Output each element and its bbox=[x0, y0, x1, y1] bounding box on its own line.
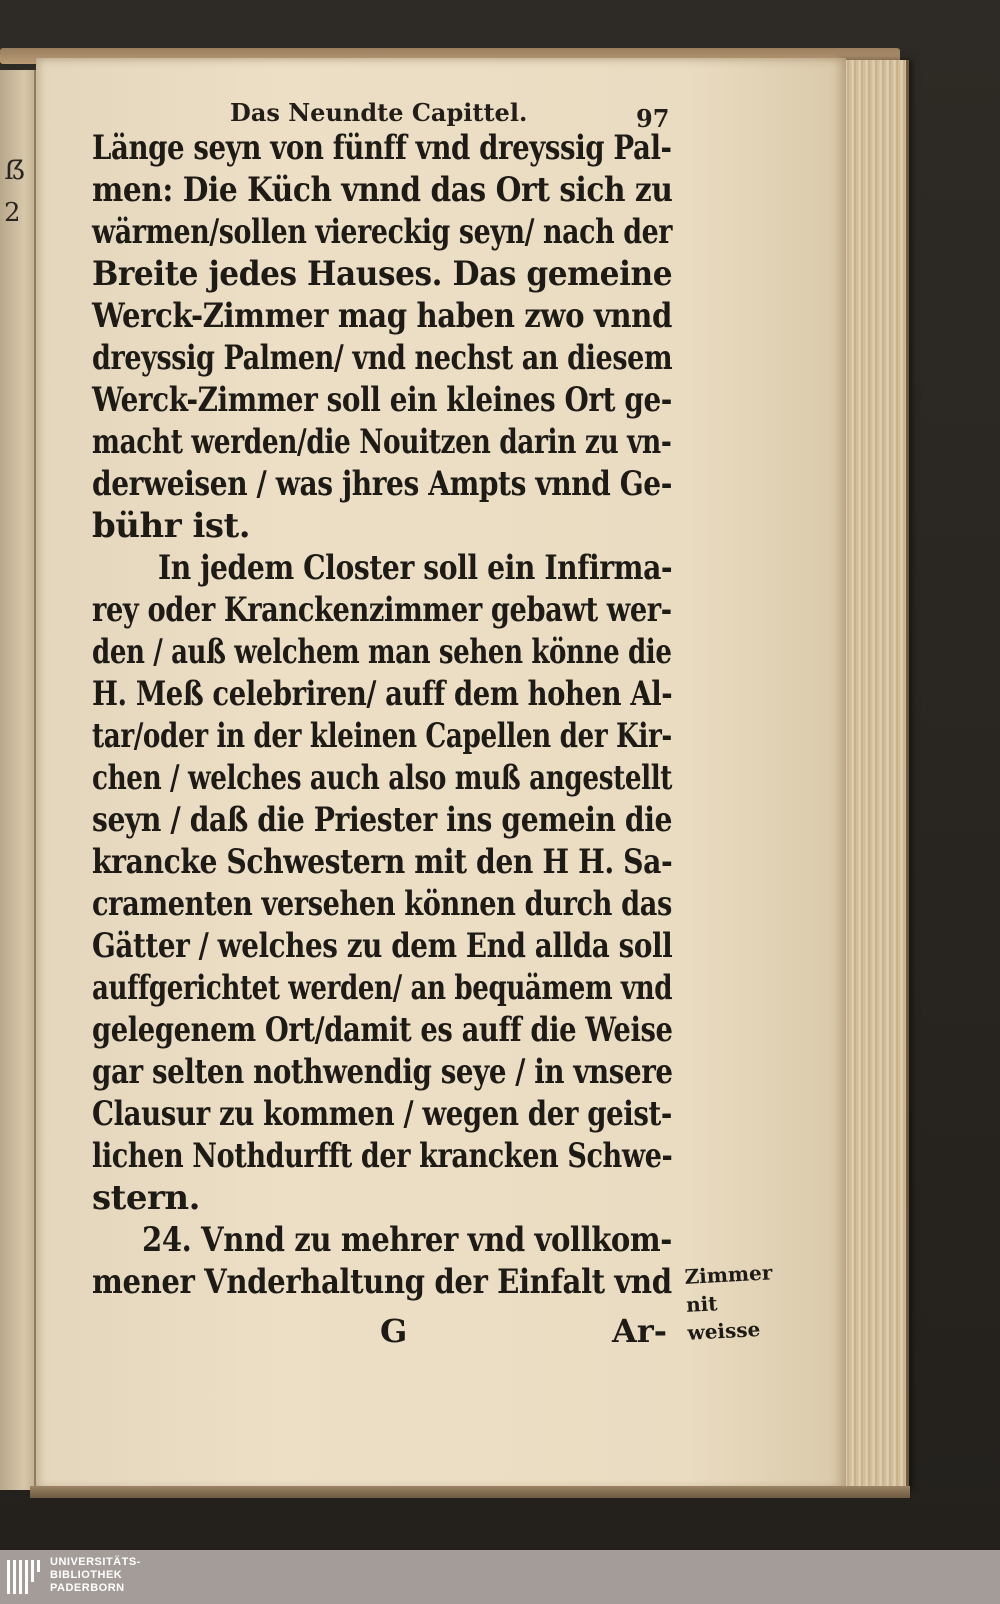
left-page-edge bbox=[0, 70, 36, 1490]
text-line: krancke Schwestern mit den H H. Sa- bbox=[92, 842, 673, 882]
text-line: auffgerichtet werden/ an bequämem vnd bbox=[92, 968, 673, 1008]
left-page-mark: ẞ bbox=[4, 156, 26, 186]
text-line: chen / welches auch also muß angestellt bbox=[92, 758, 673, 798]
text-line: Breite jedes Hauses. Das gemeine bbox=[92, 254, 673, 294]
text-line: Gätter / welches zu dem End allda soll bbox=[92, 926, 673, 966]
text-line: men: Die Küch vnnd das Ort sich zu bbox=[92, 170, 673, 210]
text-line: den / auß welchem man sehen könne die bbox=[92, 632, 672, 672]
text-line: wärmen/sollen viereckig seyn/ nach der bbox=[92, 212, 673, 252]
text-line: stern. bbox=[92, 1178, 200, 1218]
text-line: cramenten versehen können durch das bbox=[92, 884, 672, 924]
signature-mark: G bbox=[380, 1312, 408, 1350]
text-line: rey oder Kranckenzimmer gebawt wer- bbox=[92, 590, 672, 630]
text-line: Länge seyn von fünff vnd dreyssig Pal- bbox=[92, 128, 672, 168]
marginal-note bbox=[684, 1257, 798, 1347]
running-header: Das Neundte Capittel. bbox=[230, 98, 528, 127]
book-cover-bottom-edge bbox=[30, 1486, 910, 1498]
marginal-note-line: Zimmer bbox=[683, 1260, 773, 1289]
library-name-line: PADERBORN bbox=[50, 1582, 125, 1594]
text-block bbox=[92, 128, 682, 1358]
text-line: dreyssig Palmen/ vnd nechst an diesem bbox=[92, 338, 673, 378]
university-library-logo-icon bbox=[6, 1558, 42, 1596]
text-line: H. Meß celebriren/ auff dem hohen Al- bbox=[92, 674, 673, 714]
text-line: derweisen / was jhres Ampts vnnd Ge- bbox=[92, 464, 672, 504]
library-name bbox=[50, 1556, 141, 1595]
text-line: gelegenem Ort/damit es auff die Weise bbox=[92, 1010, 673, 1050]
library-name-line: UNIVERSITÄTS- bbox=[50, 1556, 141, 1568]
text-line: macht werden/die Nouitzen darin zu vn- bbox=[92, 422, 672, 462]
text-line: mener Vnderhaltung der Einfalt vnd bbox=[92, 1262, 672, 1302]
text-line: Werck-Zimmer soll ein kleines Ort ge- bbox=[92, 380, 672, 420]
page-block-edges bbox=[836, 60, 909, 1490]
marginal-note-line: nit weisse bbox=[685, 1291, 761, 1345]
left-page-marks bbox=[4, 150, 24, 234]
catchword: Ar- bbox=[612, 1312, 667, 1350]
text-line: bühr ist. bbox=[92, 506, 251, 546]
text-line: Clausur zu kommen / wegen der geist- bbox=[92, 1094, 672, 1134]
footer-bar bbox=[0, 1550, 1000, 1604]
text-line: tar/oder in der kleinen Capellen der Kir- bbox=[92, 716, 672, 756]
left-page-mark: 2 bbox=[4, 198, 21, 228]
text-line: lichen Nothdurfft der krancken Schwe- bbox=[92, 1136, 673, 1176]
text-line: In jedem Closter soll ein Infirma- bbox=[158, 548, 673, 588]
text-line: seyn / daß die Priester ins gemein die bbox=[92, 800, 673, 840]
text-line: 24. Vnnd zu mehrer vnd vollkom- bbox=[142, 1220, 672, 1260]
page-number: 97 bbox=[636, 104, 670, 133]
text-line: Werck-Zimmer mag haben zwo vnnd bbox=[92, 296, 672, 336]
text-line: gar selten nothwendig seye / in vnsere bbox=[92, 1052, 673, 1092]
library-name-line: BIBLIOTHEK bbox=[50, 1569, 123, 1581]
